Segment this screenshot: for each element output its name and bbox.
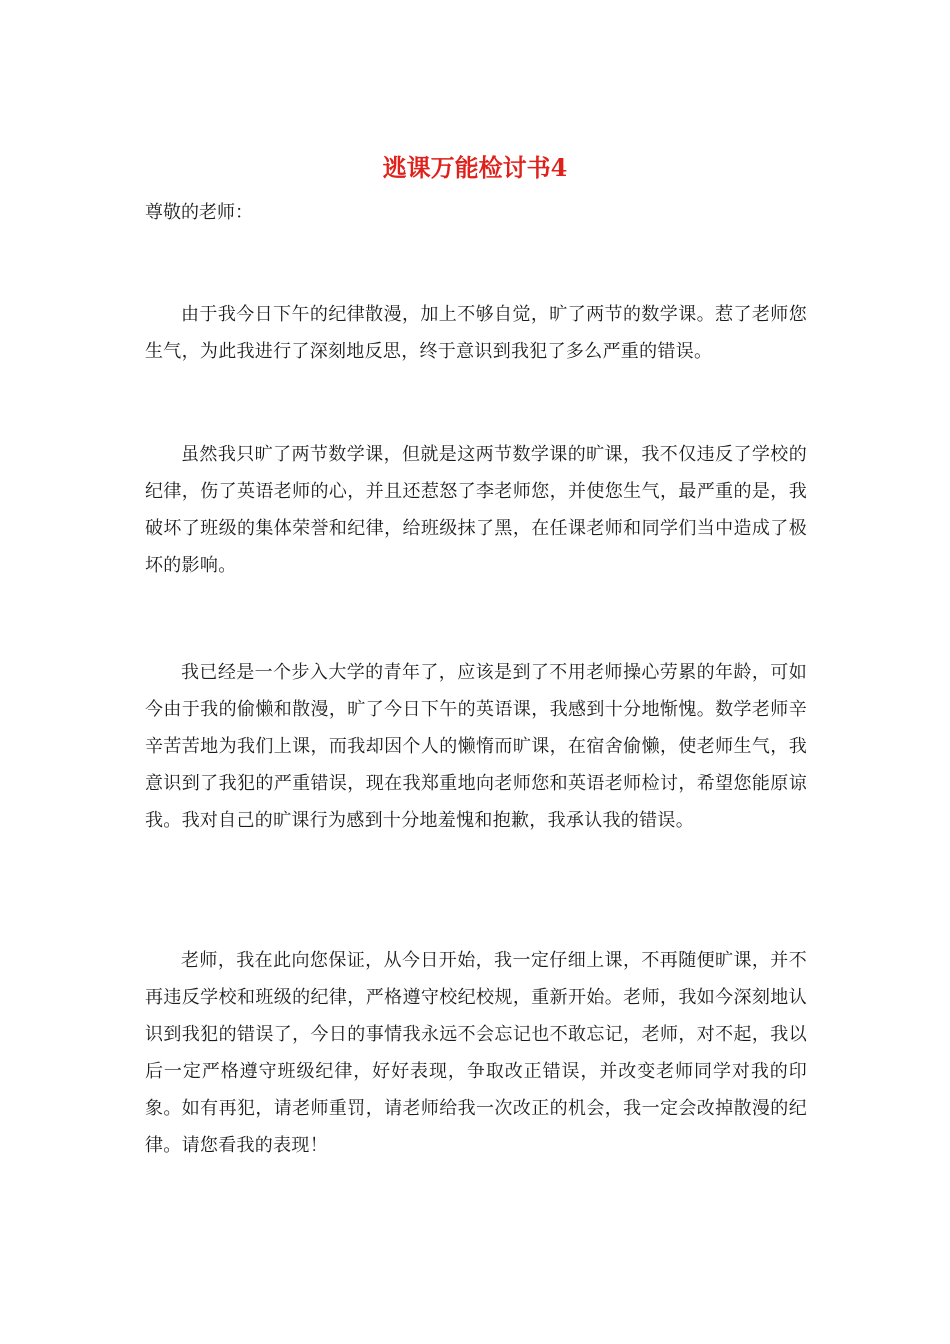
- document-title: 逃课万能检讨书4: [382, 153, 568, 182]
- paragraph-4: 老师，我在此向您保证，从今日开始，我一定仔细上课，不再随便旷课，并不再违反学校和班级的纪律，严格遵守校纪校规，重新开始。老师，我如今深刻地认识到我犯的错误了，今日的事情我永远不会忘记也不敢忘记，老师，对不起，我以后一定严格遵守班级纪律，好好表现，争取改正错误，并改变老师同学对我的印象。如有再犯，请老师重罚，请老师给我一次改正的机会，我一定会改掉散漫的纪律。请您看我的表现！: [145, 950, 807, 1156]
- salutation: 尊敬的老师：: [145, 202, 253, 223]
- paragraph-3: 我已经是一个步入大学的青年了，应该是到了不用老师操心劳累的年龄，可如今由于我的偷懒和散漫，旷了今日下午的英语课，我感到十分地惭愧。数学老师辛辛苦苦地为我们上课，而我却因个人的懒惰而旷课，在宿舍偷懒，使老师生气，我意识到了我犯的严重错误，现在我郑重地向老师您和英语老师检讨，希望您能原谅我。我对自己的旷课行为感到十分地羞愧和抱歉，我承认我的错误。: [145, 662, 807, 831]
- paragraph-1: 由于我今日下午的纪律散漫，加上不够自觉，旷了两节的数学课。惹了老师您生气，为此我进行了深刻地反思，终于意识到我犯了多么严重的错误。: [145, 304, 807, 362]
- paragraph-2: 虽然我只旷了两节数学课，但就是这两节数学课的旷课，我不仅违反了学校的纪律，伤了英语老师的心，并且还惹怒了李老师您，并使您生气，最严重的是，我破坏了班级的集体荣誉和纪律，给班级抹了黑，在任课老师和同学们当中造成了极坏的影响。: [145, 444, 807, 576]
